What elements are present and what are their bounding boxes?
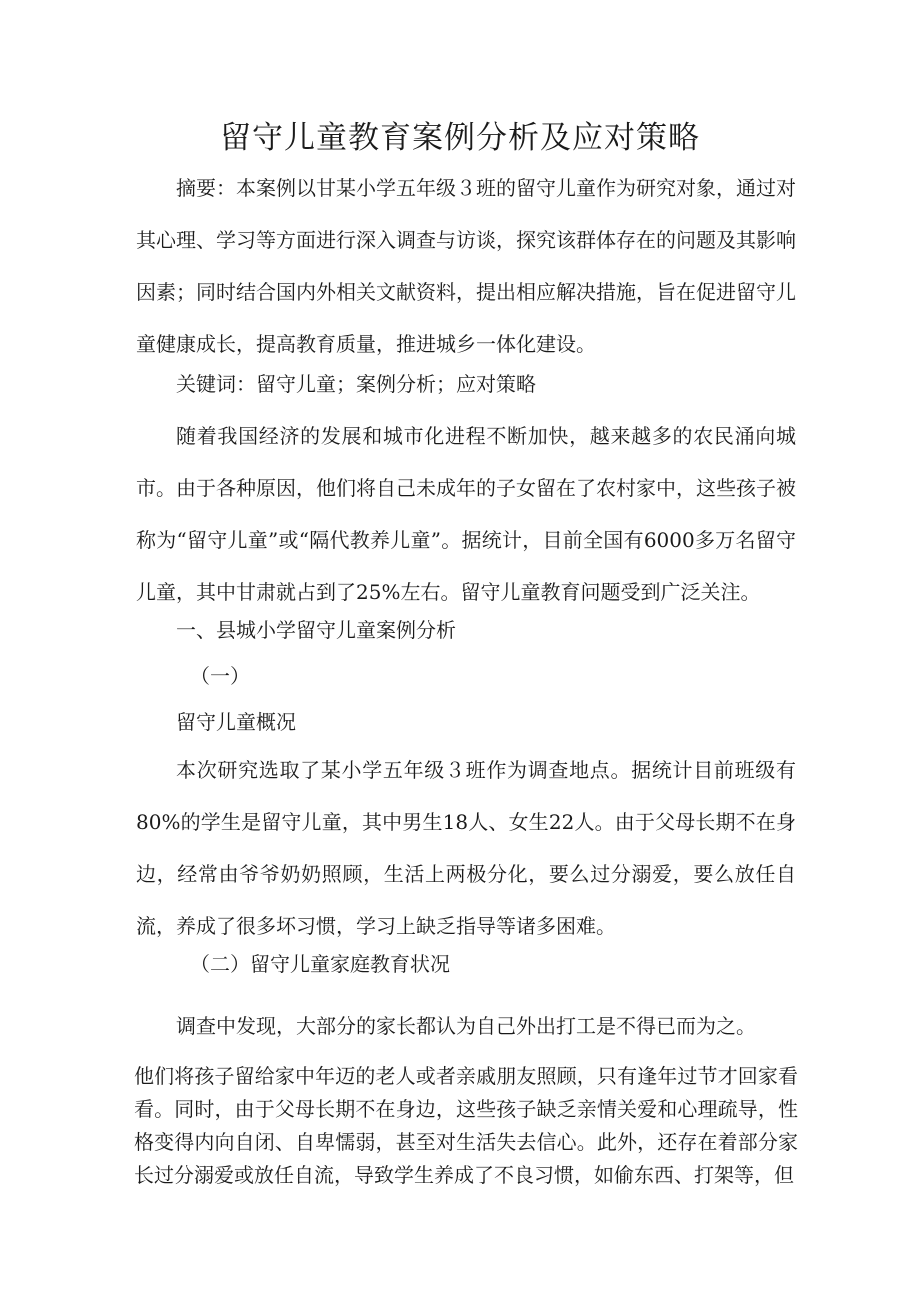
section-heading-1: 一、县城小学留守儿童案例分析	[176, 618, 456, 642]
overview-paragraph: 本次研究选取了某小学五年级３班作为调查地点。据统计目前班级有80%的学生是留守儿童，其中男生18人、女生22人。由于父母长期不在身边，经常由爷爷奶奶照顾，生活上两极分化，要么过分溺爱，要么放任自流，养成了很多坏习惯，学习上缺乏指导等诸多困难。	[136, 758, 796, 938]
subsection-heading-2: （二）留守儿童家庭教育状况	[190, 952, 450, 976]
document-title: 留守儿童教育案例分析及应对策略	[220, 120, 700, 156]
intro-paragraph: 随着我国经济的发展和城市化进程不断加快，越来越多的农民涌向城市。由于各种原因，他们将自己未成年的子女留在了农村家中，这些孩子被称为“留守儿童”或“隔代教养儿童”。据统计，目前全国有6000多万名留守儿童，其中甘肃就占到了25%左右。留守儿童教育问题受到广泛关注。	[136, 424, 796, 604]
family-education-first-line: 调查中发现，大部分的家长都认为自己外出打工是不得已而为之。	[176, 1014, 756, 1038]
subsection-number-1: （一）	[190, 664, 250, 688]
abstract-paragraph: 摘要：本案例以甘某小学五年级３班的留守儿童作为研究对象，通过对其心理、学习等方面进行深入调查与访谈，探究该群体存在的问题及其影响因素；同时结合国内外相关文献资料，提出相应解决措施，旨在促进留守儿童健康成长，提高教育质量，推进城乡一体化建设。	[136, 176, 796, 356]
keywords-line: 关键词：留守儿童；案例分析；应对策略	[176, 372, 536, 396]
subsection-title-1: 留守儿童概况	[176, 710, 296, 734]
family-education-paragraph: 他们将孩子留给家中年迈的老人或者亲戚朋友照顾，只有逢年过节才回家看看。同时，由于父母长期不在身边，这些孩子缺乏亲情关爱和心理疏导，性格变得内向自闭、自卑懦弱，甚至对生活失去信心。此外，还存在着部分家长过分溺爱或放任自流，导致学生养成了不良习惯，如偷东西、打架等，但	[134, 1064, 798, 1187]
